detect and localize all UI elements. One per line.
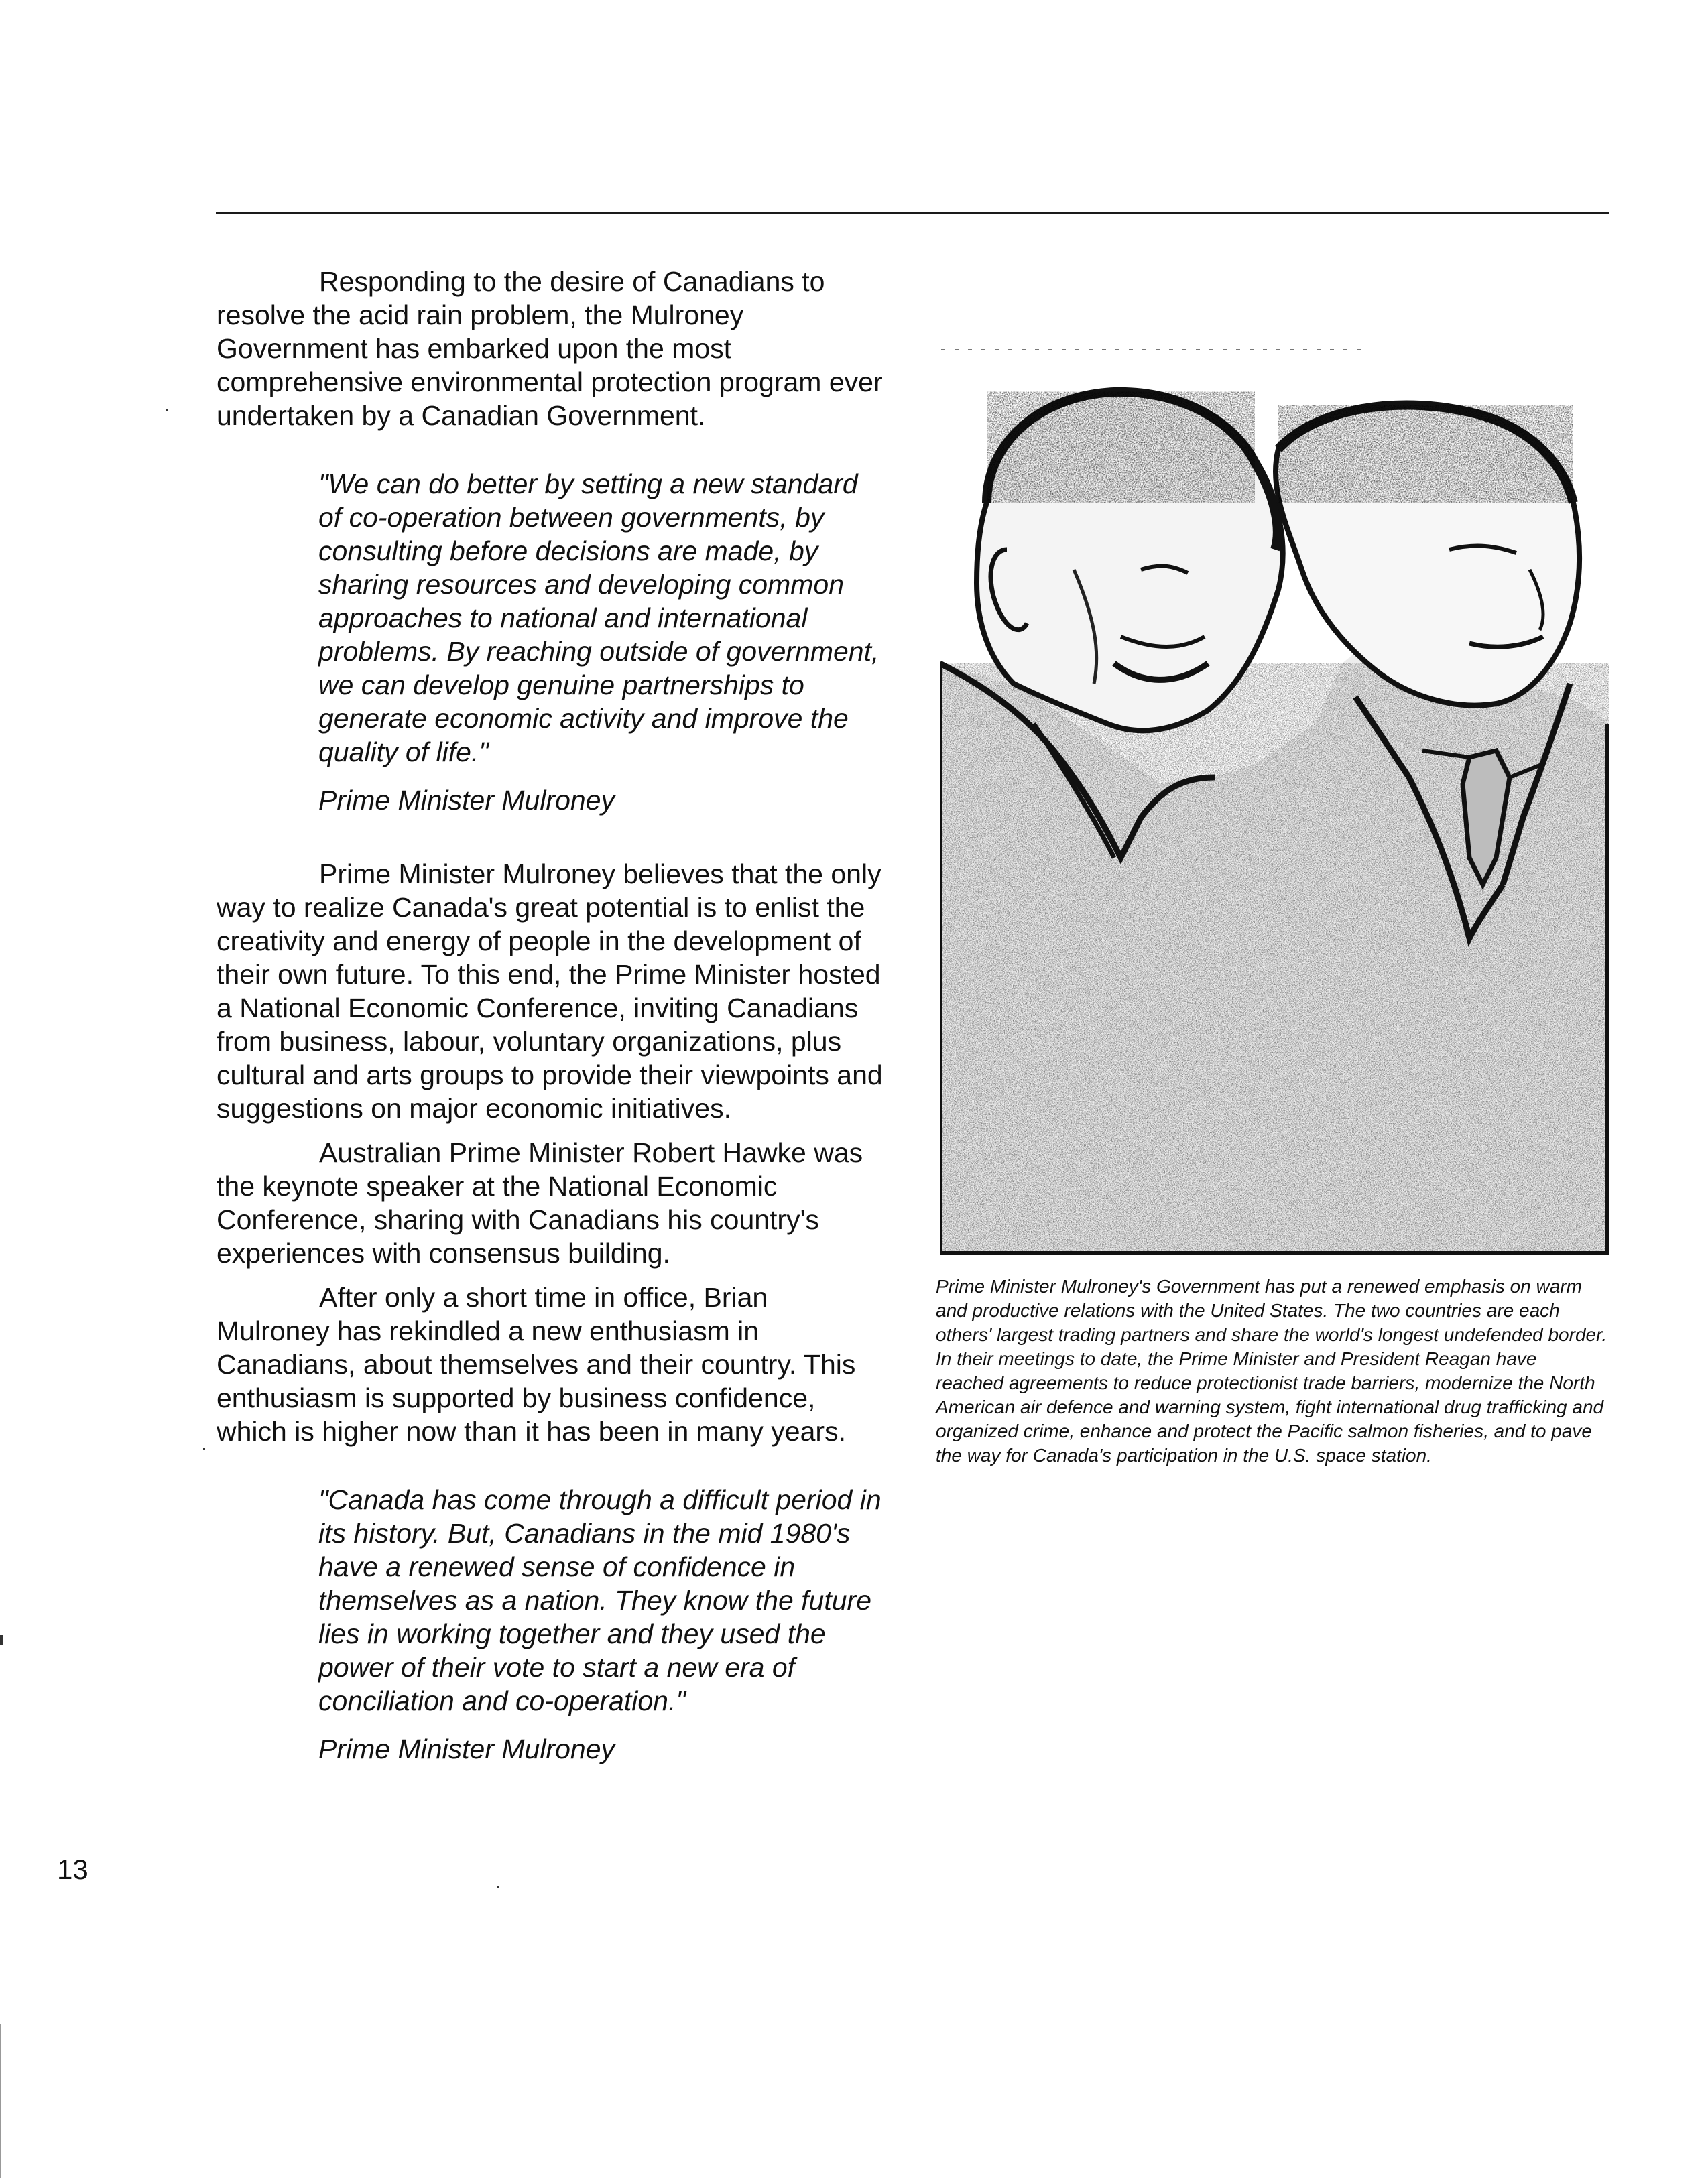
photo-reagan-mulroney <box>940 348 1609 1255</box>
scan-speck <box>0 1635 3 1645</box>
scan-speck <box>203 1448 205 1450</box>
quote-2: "Canada has come through a difficult period in its history. But, Canadians in the mid 1980's have a renewed sense of confidence in themselves as a nation. They know the future lies in working together and they used the power of their vote to start a new era of conciliation and co-operation." <box>318 1484 881 1716</box>
body-paragraph-2: Prime Minister Mulroney believes that the only way to realize Canada's great potential is to enlist the creativity and energy of people in the development of their own future. To this end, the Prime Minister hosted a National Economic Conference, inviting Canadians from business, labour, voluntary organizations, plus cultural and arts groups to provide their viewpoints and suggestions on major economic initiatives. <box>217 858 883 1124</box>
quote-attribution-2: Prime Minister Mulroney <box>318 1734 615 1764</box>
scan-speck <box>497 1886 499 1888</box>
quote-1: "We can do better by setting a new standard of co-operation between governments, by consulting before decisions are made, by sharing resources and developing common approaches to national and international problems. By reaching outside of government, we can develop genuine partnerships to generate economic activity and improve the quality of life." <box>318 468 879 767</box>
body-paragraph-1: Responding to the desire of Canadians to resolve the acid rain problem, the Mulroney Government has embarked upon the most comprehensive environmental protection program ever undertaken by a Canadian Government. <box>217 266 883 431</box>
quote-attribution-1: Prime Minister Mulroney <box>318 785 615 816</box>
header-rule <box>216 212 1609 214</box>
left-column <box>217 265 887 1766</box>
page-number: 13 <box>57 1854 88 1885</box>
scan-edge <box>0 2024 1 2178</box>
body-paragraph-4: After only a short time in office, Brian Mulroney has rekindled a new enthusiasm in Canadians, about themselves and their country. This enthusiasm is supported by business confidence, which is higher now than it has been in many years. <box>217 1282 856 1447</box>
scan-speck <box>166 409 168 411</box>
photo-caption: Prime Minister Mulroney's Government has put a renewed emphasis on warm and productive relations with the United States. The two countries are each others' largest trading partners and share the world's longest undefended border. In their meetings to date, the Prime Minister and President Reagan have reached agreements to reduce protectionist trade barriers, modernize the North American air defence and warning system, fight international drug trafficking and organized crime, enhance and protect the Pacific salmon fisheries, and to pave the way for Canada's participation in the U.S. space station. <box>936 1276 1607 1466</box>
body-paragraph-3: Australian Prime Minister Robert Hawke was the keynote speaker at the National Economic Conference, sharing with Canadians his country's experiences with consensus building. <box>217 1137 863 1269</box>
